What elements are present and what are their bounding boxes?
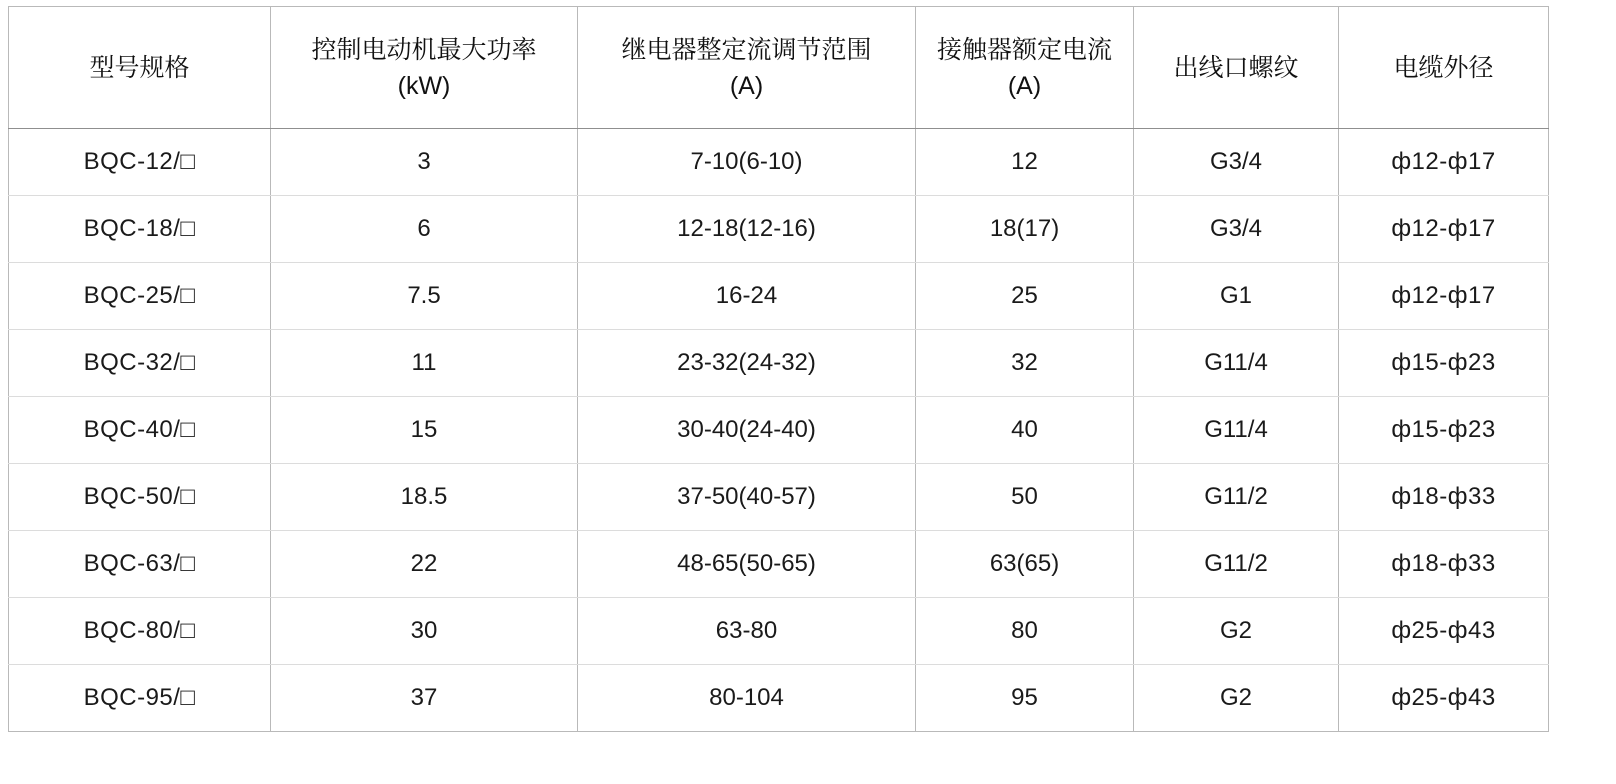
column-header-contactor-current: [916, 7, 1134, 129]
cell-cable-diameter: ф25-ф43: [1339, 665, 1549, 732]
column-header-contactor-current-line2: (A): [1007, 71, 1042, 100]
column-header-max-motor-power-line2: (kW): [397, 71, 451, 100]
column-header-model: [9, 7, 271, 129]
specification-table: [8, 6, 1549, 732]
cell-relay-range: 48-65(50-65): [578, 531, 916, 598]
cell-relay-range: 37-50(40-57): [578, 464, 916, 531]
column-header-model-line1: 型号规格: [89, 53, 190, 82]
cell-contactor-current: 12: [916, 129, 1134, 196]
cell-thread: G3/4: [1134, 129, 1339, 196]
cell-contactor-current: 25: [916, 263, 1134, 330]
cell-power: 15: [271, 397, 578, 464]
cell-relay-range: 23-32(24-32): [578, 330, 916, 397]
column-header-contactor-current-line1: 接触器额定电流: [936, 35, 1112, 64]
cell-power: 30: [271, 598, 578, 665]
cell-model: BQC-25/□: [9, 263, 271, 330]
cell-power: 11: [271, 330, 578, 397]
cell-relay-range: 30-40(24-40): [578, 397, 916, 464]
cell-model: BQC-50/□: [9, 464, 271, 531]
table-row: [9, 263, 1549, 330]
cell-cable-diameter: ф18-ф33: [1339, 531, 1549, 598]
cell-model: BQC-40/□: [9, 397, 271, 464]
cell-power: 37: [271, 665, 578, 732]
cell-thread: G11/4: [1134, 330, 1339, 397]
cell-model: BQC-63/□: [9, 531, 271, 598]
table-row: [9, 196, 1549, 263]
table-row: [9, 464, 1549, 531]
table-row: [9, 129, 1549, 196]
cell-relay-range: 16-24: [578, 263, 916, 330]
column-header-cable-diameter-line1: 电缆外径: [1393, 53, 1494, 82]
cell-cable-diameter: ф12-ф17: [1339, 129, 1549, 196]
cell-cable-diameter: ф12-ф17: [1339, 263, 1549, 330]
cell-contactor-current: 63(65): [916, 531, 1134, 598]
cell-thread: G1: [1134, 263, 1339, 330]
table-row: [9, 397, 1549, 464]
table-row: [9, 330, 1549, 397]
table-header-row: [9, 7, 1549, 129]
cell-thread: G2: [1134, 665, 1339, 732]
cell-relay-range: 80-104: [578, 665, 916, 732]
cell-thread: G11/2: [1134, 464, 1339, 531]
cell-cable-diameter: ф25-ф43: [1339, 598, 1549, 665]
column-header-cable-diameter: [1339, 7, 1549, 129]
cell-cable-diameter: ф15-ф23: [1339, 397, 1549, 464]
cell-contactor-current: 32: [916, 330, 1134, 397]
table-row: [9, 665, 1549, 732]
cell-contactor-current: 80: [916, 598, 1134, 665]
column-header-relay-range-line2: (A): [729, 71, 764, 100]
cell-relay-range: 63-80: [578, 598, 916, 665]
cell-power: 18.5: [271, 464, 578, 531]
cell-cable-diameter: ф15-ф23: [1339, 330, 1549, 397]
column-header-max-motor-power-line1: 控制电动机最大功率: [311, 35, 537, 64]
cell-contactor-current: 50: [916, 464, 1134, 531]
column-header-relay-range: [578, 7, 916, 129]
column-header-max-motor-power: [271, 7, 578, 129]
cell-power: 7.5: [271, 263, 578, 330]
cell-relay-range: 7-10(6-10): [578, 129, 916, 196]
cell-model: BQC-12/□: [9, 129, 271, 196]
cell-contactor-current: 95: [916, 665, 1134, 732]
column-header-outlet-thread: [1134, 7, 1339, 129]
table-row: [9, 531, 1549, 598]
cell-model: BQC-95/□: [9, 665, 271, 732]
column-header-outlet-thread-line1: 出线口螺纹: [1173, 53, 1299, 82]
cell-model: BQC-18/□: [9, 196, 271, 263]
cell-power: 22: [271, 531, 578, 598]
cell-model: BQC-32/□: [9, 330, 271, 397]
specification-sheet: [0, 6, 1616, 784]
column-header-relay-range-line1: 继电器整定流调节范围: [621, 35, 872, 64]
cell-cable-diameter: ф18-ф33: [1339, 464, 1549, 531]
cell-thread: G11/2: [1134, 531, 1339, 598]
cell-cable-diameter: ф12-ф17: [1339, 196, 1549, 263]
cell-power: 6: [271, 196, 578, 263]
cell-thread: G11/4: [1134, 397, 1339, 464]
cell-contactor-current: 18(17): [916, 196, 1134, 263]
cell-thread: G2: [1134, 598, 1339, 665]
cell-power: 3: [271, 129, 578, 196]
cell-relay-range: 12-18(12-16): [578, 196, 916, 263]
cell-contactor-current: 40: [916, 397, 1134, 464]
cell-model: BQC-80/□: [9, 598, 271, 665]
cell-thread: G3/4: [1134, 196, 1339, 263]
table-row: [9, 598, 1549, 665]
